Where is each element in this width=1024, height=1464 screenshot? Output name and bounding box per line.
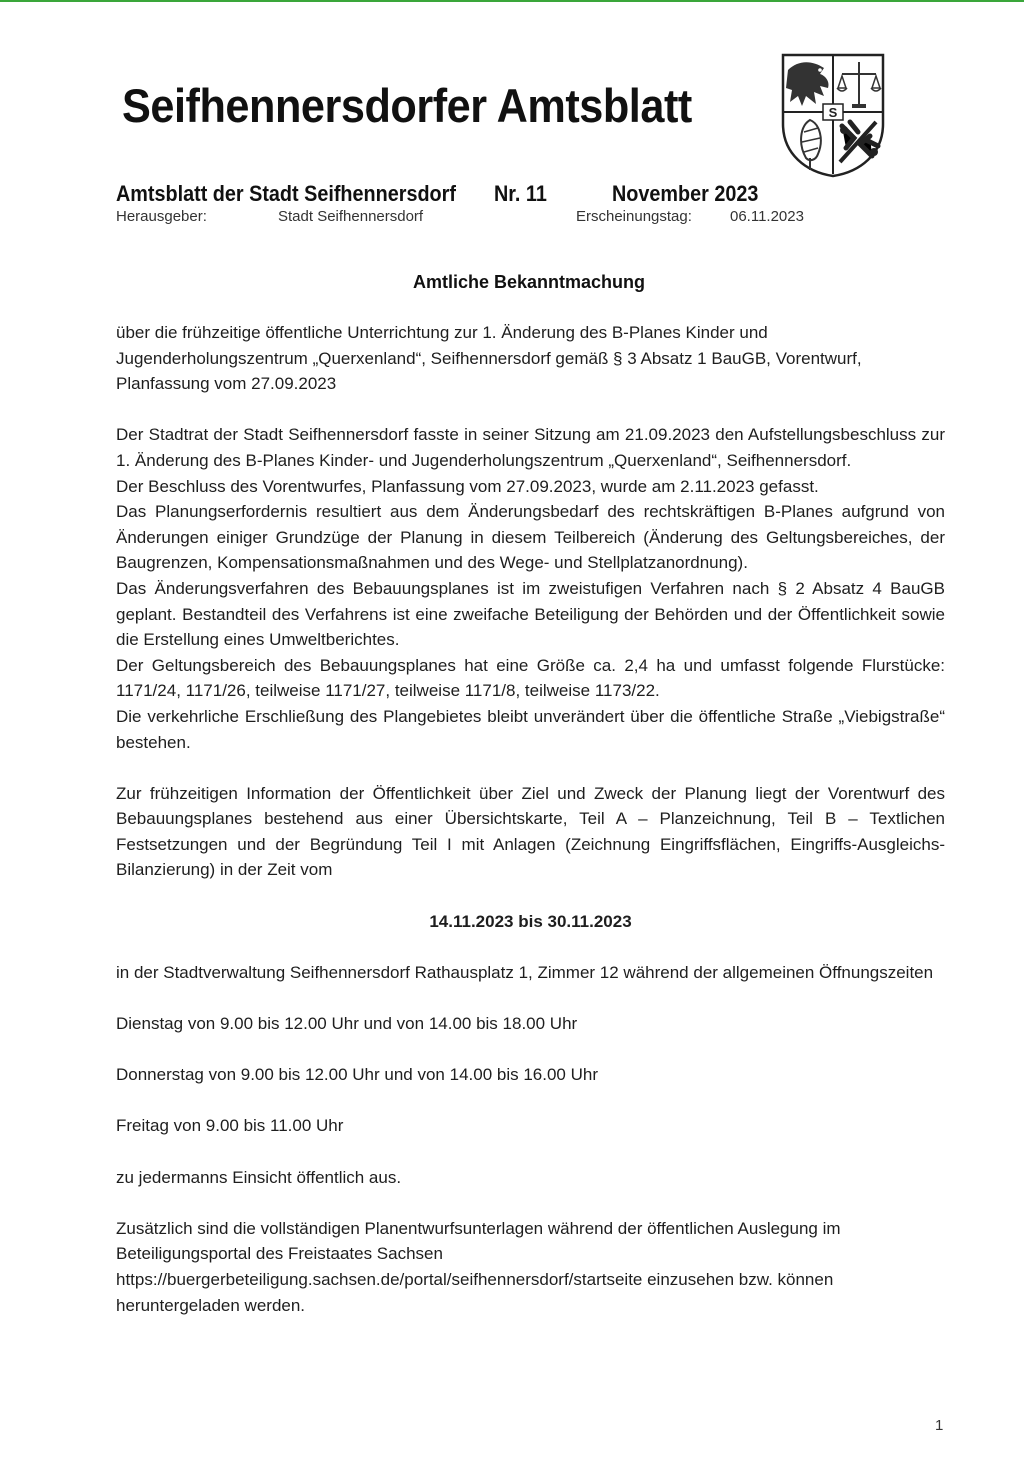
paragraph-procedure: Das Änderungsverfahren des Bebauungsplanes ist im zweistufigen Verfahren nach § 2 Absatz 4 BauGB geplant. Bestandteil des Verfahrens ist eine zweifache Beteiligung der Behörden und der Öffentlichkeit sowie die Erstellung eines Umweltberichtes. [116, 578, 945, 650]
release-label: Erscheinungstag: [576, 208, 692, 225]
notice-heading: Amtliche Bekanntmachung [412, 272, 646, 292]
notice-subject: über die frühzeitige öffentliche Unterrichtung zur 1. Änderung des B-Planes Kinder und Jugenderholungszentrum „Querxenland“, Seifhennersdorf gemäß § 3 Absatz 1 BauGB, Vorentwurf, Planfassung vom 27.09.2023 [116, 323, 862, 394]
publisher-label: Herausgeber: [116, 208, 207, 225]
paragraph-location: in der Stadtverwaltung Seifhennersdorf Rathausplatz 1, Zimmer 12 während der allgemeinen Öffnungszeiten [116, 962, 934, 982]
publisher-value: Stadt Seifhennersdorf [278, 208, 424, 225]
coat-of-arms-badge: S [828, 105, 838, 120]
paragraph-council-decision: Der Stadtrat der Stadt Seifhennersdorf fasste in seiner Sitzung am 21.09.2023 den Aufstellungsbeschluss zur 1. Änderung des B-Planes Kinder- und Jugenderholungszentrum „Querxenland“, Seifhennersdorf. [116, 425, 945, 470]
paragraph-draft-decision: Der Beschluss des Vorentwurfes, Planfassung vom 27.09.2023, wurde am 2.11.2023 gefasst. [116, 476, 819, 496]
paragraph-public-inspection: zu jedermanns Einsicht öffentlich aus. [116, 1167, 402, 1187]
hours-thursday: Donnerstag von 9.00 bis 12.00 Uhr und von 14.00 bis 16.00 Uhr [116, 1065, 598, 1085]
paragraph-portal: Zusätzlich sind die vollständigen Planentwurfsunterlagen während der öffentlichen Auslegung im Beteiligungsportal des Freistaates Sachsen https://buergerbeteiligung.sachsen.de/portal/seifhennersdorf/startseite einzusehen bzw. können heruntergeladen werden. [116, 1218, 841, 1315]
display-period: 14.11.2023 bis 30.11.2023 [429, 911, 632, 931]
coat-of-arms-icon [780, 52, 886, 178]
masthead-title: Seifhennersdorfer Amtsblatt [122, 79, 692, 132]
publication-name: Amtsblatt der Stadt Seifhennersdorf [116, 181, 456, 206]
issue-date: November 2023 [612, 181, 759, 206]
paragraph-scope: Der Geltungsbereich des Bebauungsplanes hat eine Größe ca. 2,4 ha und umfasst folgende Flurstücke: 1171/24, 1171/26, teilweise 1171/27, teilweise 1171/8, teilweise 1173/22. [116, 655, 945, 701]
scan-top-edge [0, 0, 1024, 2]
page-number: 1 [935, 1417, 944, 1434]
hours-friday: Freitag von 9.00 bis 11.00 Uhr [116, 1116, 344, 1136]
release-value: 06.11.2023 [730, 208, 804, 225]
hours-tuesday: Dienstag von 9.00 bis 12.00 Uhr und von 14.00 bis 18.00 Uhr [116, 1014, 578, 1034]
paragraph-planning-need: Das Planungserfordernis resultiert aus dem Änderungsbedarf des rechtskräftigen B-Planes aufgrund von Änderungen einiger Grundzüge der Planung in diesem Teilbereich (Änderung des Geltungsbereiches, der Baugrenzen, Kompensationsmaßnahmen und des Wege- und Stellplatzanordnung). [116, 502, 945, 573]
paragraph-access: Die verkehrliche Erschließung des Plangebietes bleibt unverändert über die öffentliche Straße „Viebigstraße“ bestehen. [116, 706, 945, 752]
paragraph-information: Zur frühzeitigen Information der Öffentlichkeit über Ziel und Zweck der Planung liegt der Vorentwurf des Bebauungsplanes bestehend aus einer Übersichtskarte, Teil A – Planzeichnung, Teil B – Textlichen Festsetzungen und der Begründung Teil I mit Anlagen (Zeichnung Eingriffsflächen, Eingriffs-Ausgleichs-Bilanzierung) in der Zeit vom [116, 783, 945, 880]
notice-body [116, 320, 945, 1344]
issue-number: Nr. 11 [494, 181, 547, 206]
